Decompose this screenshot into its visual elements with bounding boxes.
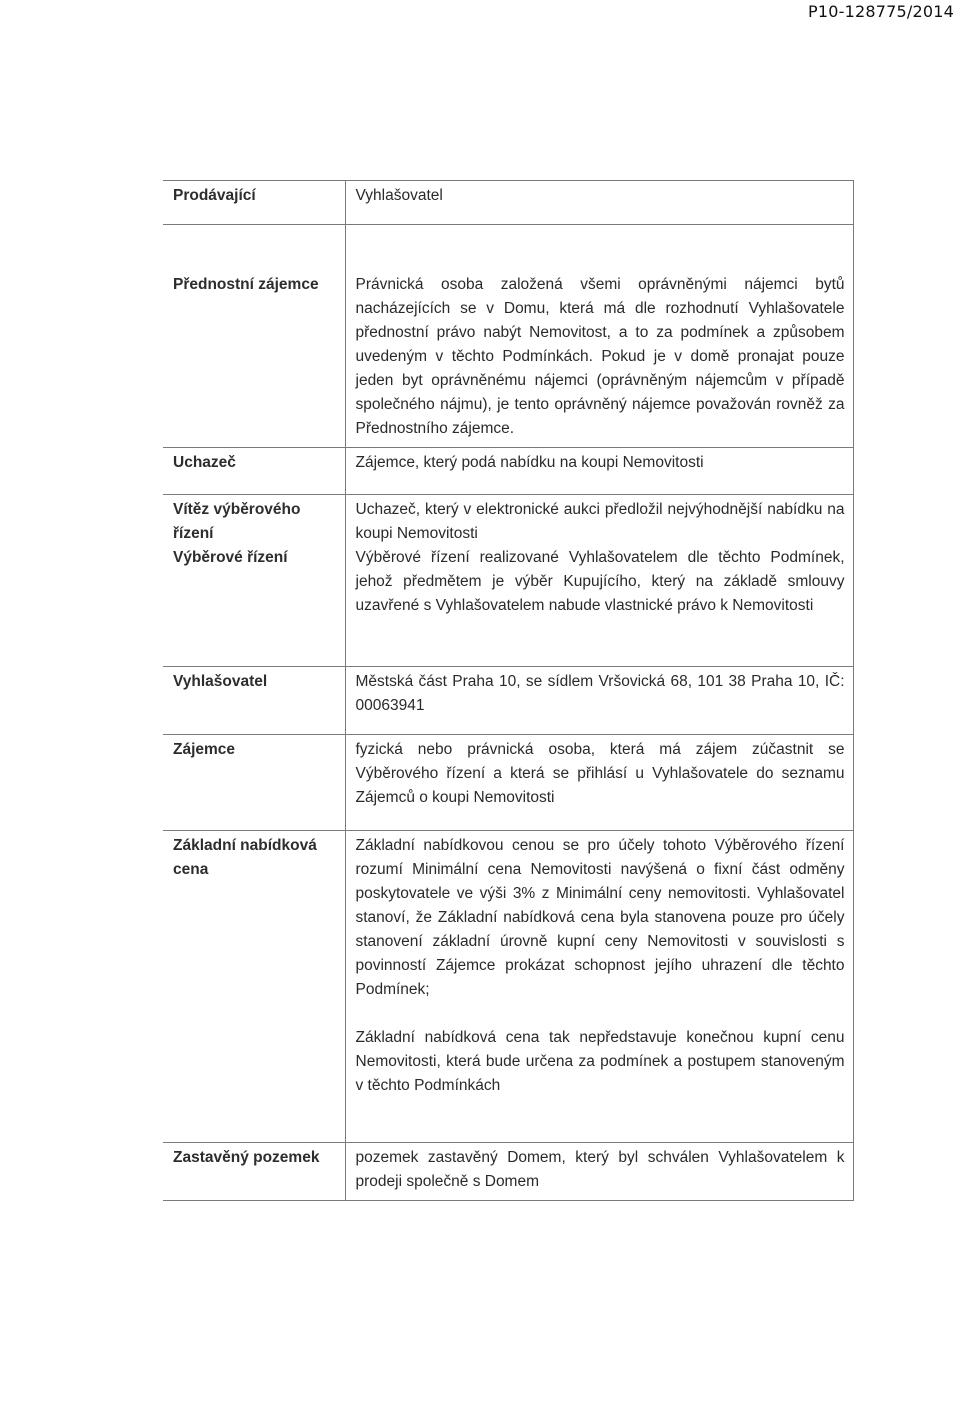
term-cell	[163, 831, 345, 1143]
definition-cell	[345, 495, 853, 667]
term-label: Vyhlašovatel	[173, 673, 268, 690]
term-label: Uchazeč	[173, 454, 236, 471]
definition-row-prednostni-zajemce	[163, 225, 853, 448]
term-cell	[163, 225, 345, 448]
definition-text: fyzická nebo právnická osoba, která má zájem zúčastnit se Výběrového řízení a která se přihlásí u Vyhlašovatele do seznamu Zájemců o koupi Nemovitosti	[355, 741, 845, 806]
term-label: Prodávající	[173, 187, 256, 204]
term-label: Výběrové řízení	[173, 549, 288, 566]
definition-row-vitez-vyberove-rizeni	[163, 495, 853, 667]
term-label: Vítěz výběrového řízení	[173, 501, 301, 542]
term-label: Základní nabídková cena	[173, 837, 317, 878]
term-cell	[163, 667, 345, 735]
definition-text: Výběrové řízení realizované Vyhlašovatelem dle těchto Podmínek, jehož předmětem je výběr Kupujícího, který na základě smlouvy uzavřené s Vyhlašovatelem nabude vlastnické právo k Nemovitosti	[355, 549, 845, 614]
definition-text: Uchazeč, který v elektronické aukci předložil nejvýhodnější nabídku na koupi Nemovitosti	[355, 501, 845, 542]
definitions-table	[163, 180, 854, 1201]
definition-cell	[345, 667, 853, 735]
term-cell	[163, 495, 345, 667]
definition-cell	[345, 735, 853, 831]
definition-row-uchazec	[163, 448, 853, 495]
definition-text: Vyhlašovatel	[355, 187, 443, 204]
definition-cell	[345, 1143, 853, 1201]
document-reference: P10-128775/2014	[808, 2, 954, 21]
definition-text: pozemek zastavěný Domem, který byl schválen Vyhlašovatelem k prodeji společně s Domem	[355, 1149, 845, 1190]
definition-text: Základní nabídkovou cenou se pro účely tohoto Výběrového řízení rozumí Minimální cena Nemovitosti navýšená o fixní část odměny poskytovatele ve výši 3% z Minimální ceny nemovitosti. Vyhlašovatel stanoví, že Základní nabídková cena byla stanovena pouze pro účely stanovení základní úrovně kupní ceny Nemovitosti v souvislosti s povinností Zájemce prokázat schopnost jejího uhrazení dle těchto Podmínek;	[355, 837, 845, 998]
term-cell	[163, 735, 345, 831]
definition-text: Městská část Praha 10, se sídlem Vršovická 68, 101 38 Praha 10, IČ: 00063941	[355, 673, 845, 714]
definition-row-vyhlasovatel	[163, 667, 853, 735]
definition-text: Základní nabídková cena tak nepředstavuje konečnou kupní cenu Nemovitosti, která bude určena za podmínek a postupem stanoveným v těchto Podmínkách	[355, 1029, 845, 1094]
definition-text: Právnická osoba založená všemi oprávněnými nájemci bytů nacházejících se v Domu, která má dle rozhodnutí Vyhlašovatele přednostní právo nabýt Nemovitost, a to za podmínek a způsobem uvedeným v těchto Podmínkách. Pokud je v domě pronajat pouze jeden byt oprávněnému nájemci (oprávněným nájemcům v případě společného nájmu), je tento oprávněný nájemce považován rovněž za Přednostního zájemce.	[355, 276, 845, 437]
term-label: Zastavěný pozemek	[173, 1149, 320, 1166]
definition-row-prodavajici	[163, 181, 853, 225]
term-label: Zájemce	[173, 741, 236, 758]
term-cell	[163, 448, 345, 495]
definition-row-zajemce	[163, 735, 853, 831]
term-cell	[163, 181, 345, 225]
definition-cell	[345, 448, 853, 495]
definition-row-zastaveny-pozemek	[163, 1143, 853, 1201]
definition-cell	[345, 181, 853, 225]
definition-row-zakladni-nabidkova-cena	[163, 831, 853, 1143]
definition-cell	[345, 225, 853, 448]
definition-cell	[345, 831, 853, 1143]
term-label: Přednostní zájemce	[173, 276, 319, 293]
term-cell	[163, 1143, 345, 1201]
definition-text: Zájemce, který podá nabídku na koupi Nemovitosti	[355, 454, 704, 471]
